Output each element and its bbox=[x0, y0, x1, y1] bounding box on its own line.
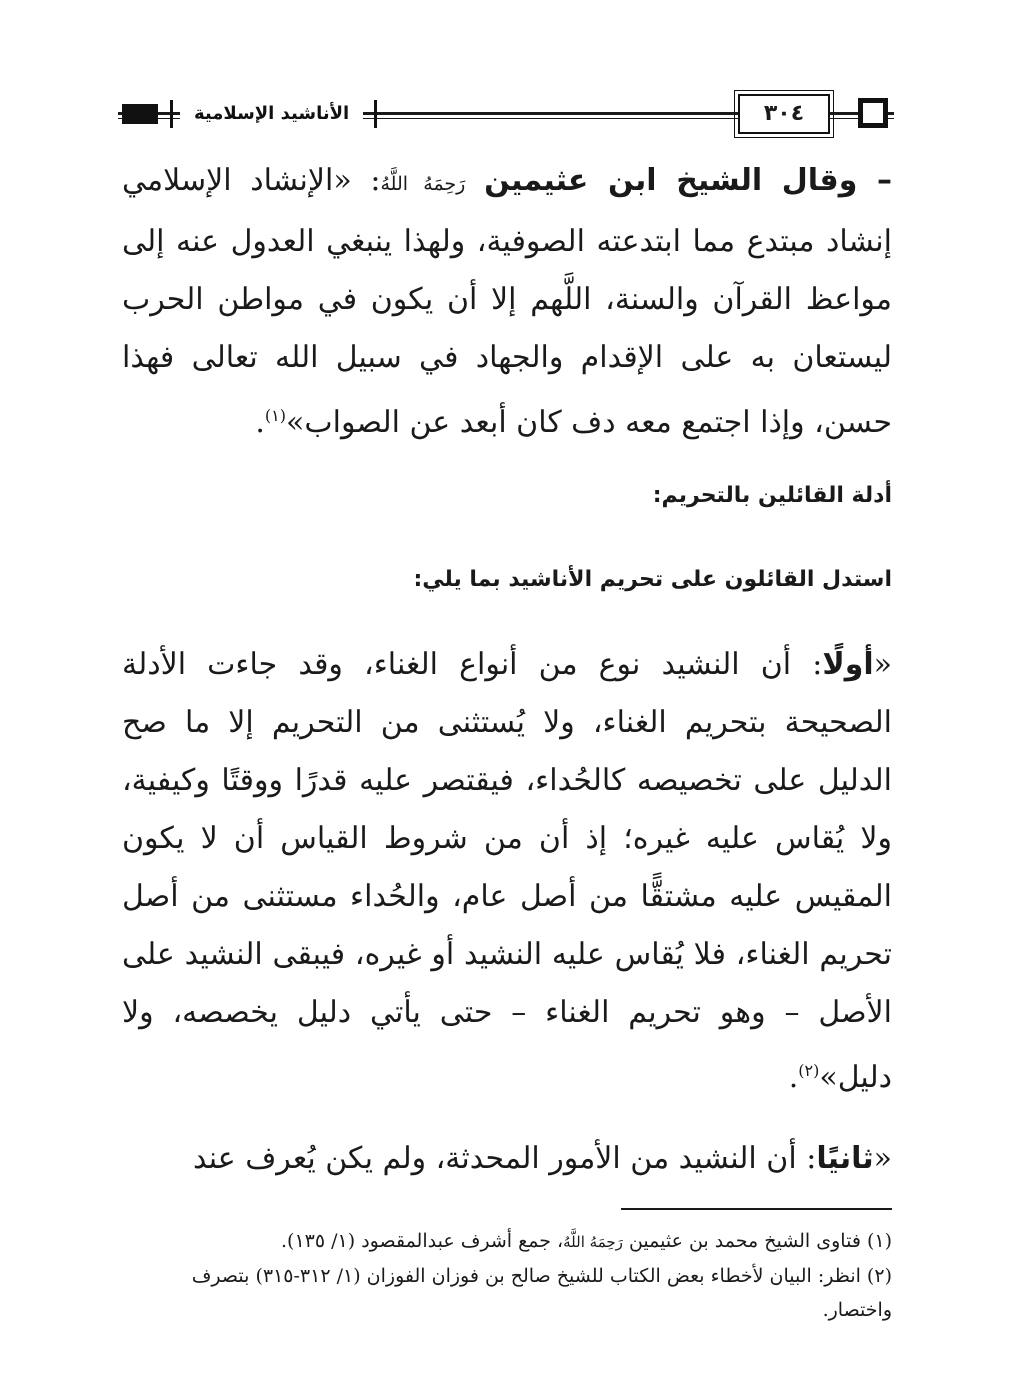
header-ornament-block bbox=[122, 104, 158, 124]
header-ornament-square bbox=[858, 98, 888, 128]
footnote-ref-2: (٢) bbox=[798, 1061, 820, 1080]
footnote-2: (٢) انظر: البيان لأخطاء بعض الكتاب للشيخ صالح بن فوزان الفوزان (١/ ٣١٢-٣١٥) بتصرف واختصار. bbox=[191, 1265, 892, 1321]
page-number: ٣٠٤ bbox=[738, 94, 830, 134]
paragraph-second-evidence bbox=[122, 1130, 892, 1188]
open-quote: « bbox=[873, 1141, 892, 1176]
subheading-evidence-list: استدل القائلون على تحريم الأناشيد بما يلي: bbox=[413, 567, 892, 592]
paragraph-ibn-uthaymeen-quote bbox=[122, 152, 892, 452]
footnotes bbox=[122, 1224, 892, 1327]
footnote-1-text: (١) فتاوى الشيخ محمد بن عثيمين bbox=[628, 1230, 892, 1252]
paragraph-text: : أن النشيد نوع من أنواع الغناء، وقد جاءت الأدلة الصحيحة بتحريم الغناء، ولا يُستثنى من التحريم إلا ما صح الدليل على تخصيصه كالحُداء، فيقتصر عليه قدرًا ووقتًا وكيفية، ولا يُقاس عليه غيره؛ إذ أن من شروط القياس أن لا يكون المقيس عليه مشتقًّا من أصل عام، والحُداء مستثنى من أصل تحريم الغناء، فلا يُقاس عليه النشيد أو غيره، فيبقى النشيد على الأصل – وهو تحريم الغناء – حتى يأتي دليل يخصصه، ولا دليل» bbox=[122, 647, 893, 1095]
paragraph-text: : أن النشيد من الأمور المحدثة، ولم يكن يُعرف عند bbox=[192, 1141, 817, 1176]
period: . bbox=[255, 405, 265, 440]
evidence-label-first: أولًا bbox=[822, 647, 874, 682]
open-quote: « bbox=[873, 647, 892, 682]
section-heading-evidence: أدلة القائلين بالتحريم: bbox=[652, 483, 892, 508]
header-ornament-tick bbox=[170, 100, 173, 128]
evidence-label-second: ثانيًا bbox=[816, 1141, 874, 1176]
footnote-ref-1: (١) bbox=[264, 406, 287, 425]
header-ornament-tick bbox=[374, 100, 377, 128]
page-header bbox=[118, 88, 894, 144]
quote-text: : «الإنشاد الإسلامي إنشاد مبتدع مما ابتدعته الصوفية، ولهذا ينبغي العدول عنه إلى مواعظ القرآن والسنة، اللَّهم إلا أن يكون في مواطن الحرب ليستعان به على الإقدام والجهاد في سبيل الله تعالى فهذا حسن، وإذا اجتمع معه دف كان أبعد عن الصواب» bbox=[122, 163, 892, 440]
footnote-1 bbox=[122, 1224, 892, 1259]
paragraph-lead: – وقال الشيخ ابن عثيمين bbox=[484, 163, 892, 198]
footnote-1-source: ، جمع أشرف عبدالمقصود (١/ ١٣٥). bbox=[281, 1230, 564, 1252]
paragraph-first-evidence bbox=[122, 636, 892, 1107]
period: . bbox=[788, 1060, 799, 1095]
running-title: الأناشيد الإسلامية bbox=[180, 96, 363, 132]
honorific: رَحِمَهُ اللَّهُ bbox=[380, 173, 466, 195]
footnote-separator bbox=[621, 1208, 892, 1210]
honorific: رَحِمَهُ اللَّهُ bbox=[563, 1233, 623, 1251]
